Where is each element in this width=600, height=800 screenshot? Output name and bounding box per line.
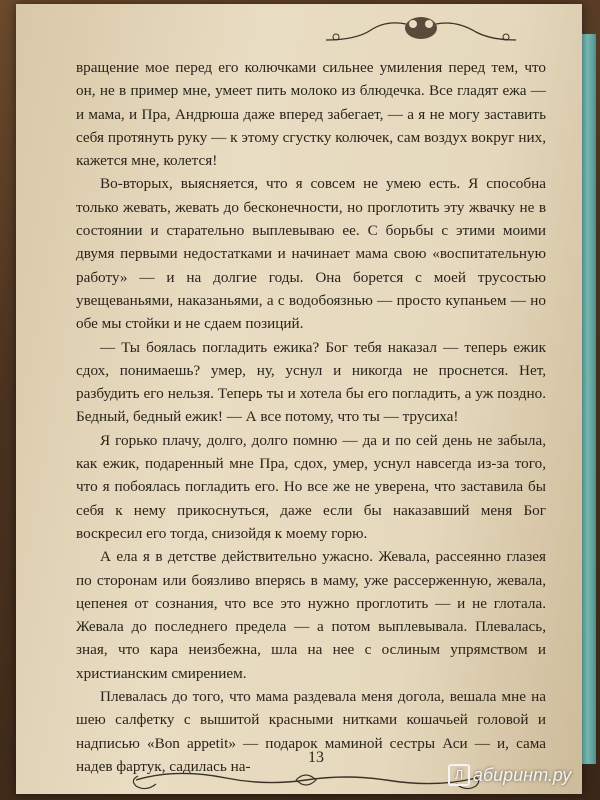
labirint-logo-icon: Л [448,764,470,786]
paragraph: Я горько плачу, долго, долго помню — да и по сей день не забыла, как ежик, подаренный мне Пра, сдох, умер, уснул навсегда из-за того, что я побоялась погладить его. Но все же не уверена, что заставила бы себя к нему прикоснуться, даже если бы наказавший меня Бог воскресил его тогда, снизойдя к моему горю. [76,431,546,542]
paragraph: — Ты боялась погладить ежика? Бог тебя наказал — теперь ежик сдох, понимаешь? умер, ну, уснул и никогда не проснется. Нет, разбудить его нельзя. Теперь ты и хотела бы его погладить, а уж поздно. Бедный, бедный ежик! — А все потому, что ты — трусиха! [76,338,546,426]
ornament-top [316,10,526,50]
page-number: 13 [308,749,324,766]
paragraph: А ела я в детстве действительно ужасно. Жевала, рассеянно глазея по сторонам или боязливо вперясь в маму, уже рассерженную, жевала, цепенея от сознания, что все это нужно проглотить — и не глотала. Жевала до последнего предела — а потом выплевывала. Плевалась, зная, что кара неизбежна, шла на нее с ослиным упрямством и христианским смирением. [76,548,546,682]
paragraph: Во-вторых, выясняется, что я совсем не умею есть. Я способна только жевать, жевать до бесконечности, но проглотить эту жвачку не в состоянии и старательно выплевываю ее. С борьбы с этими моими двумя первыми недостатками и начинает мама свою «воспитательную работу» — и на долгие годы. Она борется с моей трусостью увещеваньями, наказаньями, а с водобоязнью — просто купаньем — но обе мы стойки и не сдаем позиций. [76,175,546,333]
ornament-bottom [116,766,496,794]
paragraph: Плевалась до того, что мама раздевала меня догола, вешала мне на шею салфетку с вышитой красными нитками кошачьей головой и надписью «Bon appetit» — подарок маминой сестры Аси — и, сама надев фартук, садилась на- [76,688,546,775]
paragraph: вращение мое перед его колючками сильнее умиления перед тем, что он, не в пример мне, умеет пить молоко из блюдечка. Все гладят ежа — и мама, и Пра, Андрюша даже вперед забегает, — а я не могу заставить себя протянуть руку — к этому сгустку колючек, сам воздух вокруг них, кажется мне, колется! [76,59,546,170]
watermark-text: абиринт.ру [473,765,572,785]
book-page [16,4,582,794]
body-text [76,56,546,778]
labirint-watermark [448,764,571,786]
